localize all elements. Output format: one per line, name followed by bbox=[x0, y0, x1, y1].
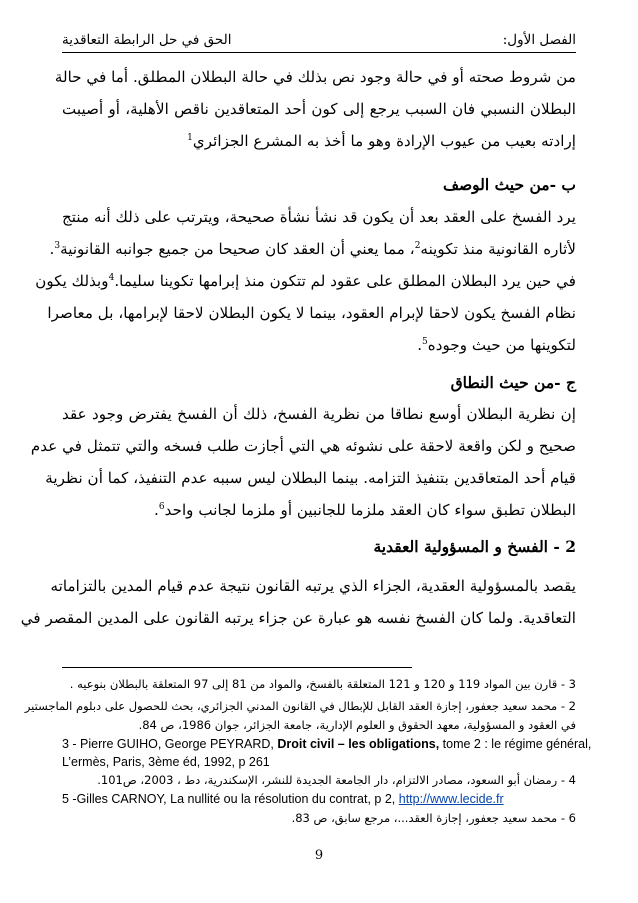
section-heading-c: ج -من حيث النطاق bbox=[450, 373, 576, 392]
body-line: لتكوينها من حيث وجوده$^5$. bbox=[417, 336, 576, 354]
body-line: من شروط صحته أو في حالة وجود نص بذلك في حالة البطلان المطلق. أما في حالة bbox=[54, 68, 576, 86]
body-line: إن نظرية البطلان أوسع نطاقا من نظرية الفسخ، ذلك أن الفسخ يفترض وجود عقد bbox=[62, 405, 576, 423]
footnote-3a: 3 - قارن بين المواد 119 و 120 و 121 المتعلقة بالفسخ، والمواد من 81 إلى 97 المتعلقة بالبطلان بنوعيه . bbox=[69, 677, 576, 691]
running-header bbox=[62, 30, 576, 53]
header-chapter-title: الفصل الأول: bbox=[502, 32, 576, 48]
section-heading-2: 2 - الفسخ و المسؤولية العقدية bbox=[373, 537, 576, 556]
footnote-separator bbox=[62, 667, 412, 668]
body-line: قيام أحد المتعاقدين بتنفيذ التزامه. بينما البطلان ليس سببه عدم التنفيذ، كما أن نظرية bbox=[45, 469, 576, 487]
body-line: صحيح و لكن واقعة لاحقة على نشوئه هي التي أجازت طلب فسخه والتي تتمثل في عدم bbox=[30, 437, 576, 455]
body-line: لأثاره القانونية منذ تكوينه$^2$، مما يعني أن العقد كان صحيحا من جميع جوانبه القانونية$^3$. bbox=[49, 240, 576, 258]
body-line: في حين يرد البطلان المطلق على عقود لم تتكون منذ إبرامها تكوينا سليما.$^4$وبذلك يكون bbox=[35, 272, 576, 290]
footnote-6: 6 - محمد سعيد جعفور، إجازة العقد...، مرجع سابق، ص 83. bbox=[291, 811, 576, 825]
body-line: التعاقدية. ولما كان الفسخ نفسه هو عبارة عن جزاء يرتبه القانون على المدين المقصر في bbox=[20, 609, 576, 627]
footnote-3b-cont: L’ermès, Paris, 3ème éd, 1992, p 261 bbox=[62, 755, 270, 769]
footnote-4: 4 - رمضان أبو السعود، مصادر الالتزام، دار الجامعة الجديدة للنشر، الإسكندرية، دط ، 2003، ص101. bbox=[97, 773, 576, 787]
footnote-5: 5 -Gilles CARNOY, La nullité ou la résolution du contrat, p 2, http://www.lecide.fr bbox=[62, 792, 504, 806]
footnote-2-cont: في العقود و المسؤولية، معهد الحقوق و العلوم الإدارية، جامعة الجزائر، جوان 1986، ص 84. bbox=[138, 718, 576, 732]
body-line: نظام الفسخ يكون لاحقا لإبرام العقود، بينما لا يكون البطلان لاحقا لإبرامها، بل معاصرا bbox=[47, 304, 576, 322]
header-chapter-topic: الحق في حل الرابطة التعاقدية bbox=[62, 32, 232, 48]
footnote-ref: 1 bbox=[187, 132, 193, 143]
footnote-5-link[interactable]: http://www.lecide.fr bbox=[398, 792, 504, 806]
body-line: البطلان النسبي فان السبب يرجع إلى كون أحد المتعاقدين ناقص الأهلية، أو أصيبت bbox=[62, 100, 576, 118]
body-line: البطلان تطبق سواء كان العقد ملزما للجانبين أو ملزما لجانب واحد$^6$. bbox=[154, 501, 576, 519]
body-line: يقصد بالمسؤولية العقدية، الجزاء الذي يرتبه القانون نتيجة عدم قيام المدين بالتزاماته bbox=[50, 577, 576, 595]
body-line: يرد الفسخ على العقد بعد أن يكون قد نشأ نشأة صحيحة، ويترتب على ذلك أنه منتج bbox=[62, 208, 576, 226]
section-heading-b: ب -من حيث الوصف bbox=[442, 175, 576, 194]
page-number: 9 bbox=[314, 848, 324, 863]
footnote-2: 2 - محمد سعيد جعفور، إجازة العقد القابل للإبطال في القانون المدني الجزائري، بحث للحصول على دبلوم الماجستير bbox=[24, 699, 576, 713]
body-line: إرادته بعيب من عيوب الإرادة وهو ما أخذ به المشرع الجزائري$^1$ bbox=[187, 132, 576, 150]
footnote-3b: 3 - Pierre GUIHO, George PEYRARD, Droit civil – les obligations, tome 2 : le régime général, bbox=[62, 737, 592, 751]
